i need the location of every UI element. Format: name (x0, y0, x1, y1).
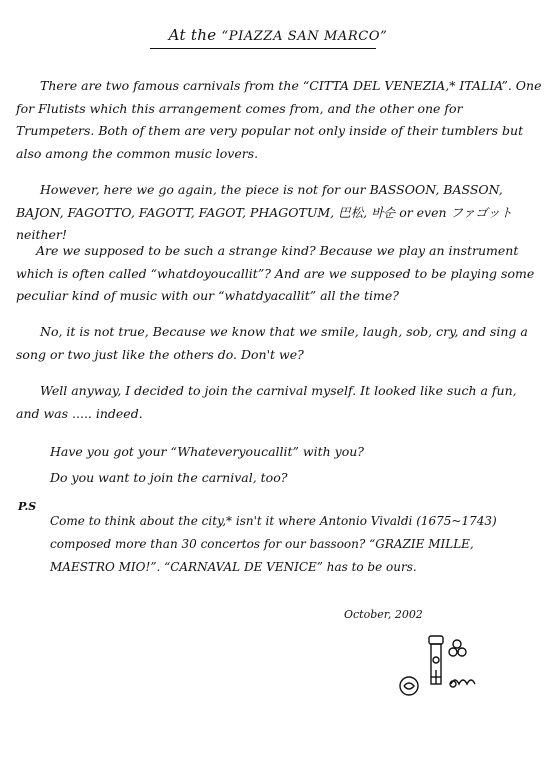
paragraph-bassoon-names: However, here we go again, the piece is not for our BASSOON, BASSON, BAJON, FAGOTTO, FAGOTT, FAGOT, PHAGOTUM, 巴松, 바순 or even ファゴット neither! (16, 182, 513, 242)
paragraph-not-true: No, it is not true, Because we know that we smile, laugh, sob, cry, and sing a song or two just like the others do. Don't we? (16, 324, 528, 362)
title-underline (150, 48, 376, 49)
paragraph-strange-kind: Are we supposed to be such a strange kind? Because we play an instrument which is often called “whatdoyoucallit”? And are we supposed to be playing some peculiar kind of music with our “whatdyacallit” all the time? (16, 243, 535, 303)
title-quoted: “PIAZZA SAN MARCO” (221, 29, 388, 44)
ps-text: Come to think about the city,* isn't it where Antonio Vivaldi (1675~1743) composed more than 30 concertos for our bassoon? “GRAZIE MILLE, MAESTRO MIO!”. “CARNAVAL DE VENICE” has to be ours. (50, 514, 497, 574)
question-whateveryoucallit: Have you got your “Whateveryoucallit” with you? (50, 444, 365, 459)
signature-stamp-icon (395, 630, 485, 710)
letter-date: October, 2002 (344, 608, 423, 621)
question-join-carnival: Do you want to join the carnival, too? (50, 470, 288, 485)
paragraph-carnivals: There are two famous carnivals from the “CITTA DEL VENEZIA,* ITALIA”. One for Flutists which this arrangement comes from, and the other one for Trumpeters. Both of them are very popular not only inside of their tumblers but also among the common music lovers. (16, 78, 542, 161)
page-title (0, 26, 556, 44)
paragraph-join-carnival: Well anyway, I decided to join the carnival myself. It looked like such a fun, and was ..... indeed. (16, 383, 517, 421)
title-prefix: At the (168, 26, 217, 44)
ps-label: P.S (18, 500, 37, 513)
